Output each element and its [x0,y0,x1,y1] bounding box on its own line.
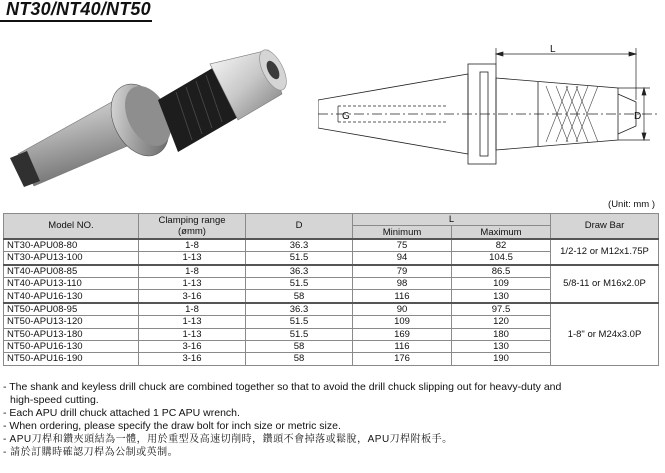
cell-l-max: 86.5 [452,265,551,278]
group-nt50 [4,303,659,365]
header-clamping-line1: Clamping range [158,214,226,226]
cell-draw-bar: 5/8-11 or M16x2.0P [551,265,659,303]
note-line: - When ordering, please specify the draw bolt for inch size or metric size. [3,420,341,432]
technical-drawing [318,44,660,184]
cell-clamping-range: 1-13 [139,252,246,265]
cell-model: NT30-APU08-80 [4,239,139,252]
header-l-maximum: Maximum [452,226,551,239]
cell-l-max: 130 [452,290,551,303]
cell-l-min: 75 [353,239,452,252]
cell-l-max: 120 [452,316,551,328]
note-line-chinese: - 請於訂購時確認刀桿為公制或英制。 [3,447,179,458]
cell-clamping-range: 3-16 [139,290,246,303]
header-model: Model NO. [4,214,139,239]
cell-clamping-range: 3-16 [139,340,246,352]
cell-l-max: 130 [452,340,551,352]
cell-l-min: 116 [353,290,452,303]
cell-model: NT50-APU13-120 [4,316,139,328]
dimension-label-d: D [634,111,642,122]
header-draw-bar: Draw Bar [551,214,659,239]
note-line: - The shank and keyless drill chuck are combined together so that to avoid the drill chuck slipping out for heavy-duty and [3,381,562,393]
cell-d: 58 [246,290,353,303]
cell-d: 51.5 [246,252,353,265]
table-row [4,265,659,278]
header-d: D [246,214,353,239]
notes-list [3,381,663,459]
cell-d: 36.3 [246,239,353,252]
cell-d: 58 [246,353,353,365]
dimension-label-l: L [550,44,556,55]
note-line: high-speed cutting. [10,394,99,406]
cell-draw-bar: 1-8" or M24x3.0P [551,303,659,365]
cell-clamping-range: 3-16 [139,353,246,365]
cell-model: NT50-APU16-190 [4,353,139,365]
cell-l-max: 109 [452,277,551,289]
cell-model: NT50-APU13-180 [4,328,139,340]
cell-l-min: 116 [353,340,452,352]
cell-l-min: 90 [353,303,452,316]
cell-l-min: 109 [353,316,452,328]
cell-l-max: 190 [452,353,551,365]
cell-l-max: 97.5 [452,303,551,316]
cell-l-min: 98 [353,277,452,289]
unit-label: (Unit: mm ) [608,199,655,210]
dimension-label-g: G [342,111,350,122]
cell-model: NT50-APU08-95 [4,303,139,316]
cell-model: NT50-APU16-130 [4,340,139,352]
cell-model: NT40-APU13-110 [4,277,139,289]
cell-clamping-range: 1-8 [139,303,246,316]
table-row [4,303,659,316]
note-line: - Each APU drill chuck attached 1 PC APU wrench. [3,407,240,419]
cell-d: 51.5 [246,316,353,328]
cell-d: 36.3 [246,265,353,278]
cell-d: 58 [246,340,353,352]
cell-d: 51.5 [246,277,353,289]
group-nt40 [4,265,659,303]
cell-clamping-range: 1-13 [139,328,246,340]
cell-l-min: 79 [353,265,452,278]
table-row [4,239,659,252]
cell-draw-bar: 1/2-12 or M12x1.75P [551,239,659,265]
cell-l-max: 104.5 [452,252,551,265]
cell-l-min: 176 [353,353,452,365]
cell-clamping-range: 1-8 [139,265,246,278]
cell-l-min: 169 [353,328,452,340]
cell-model: NT40-APU16-130 [4,290,139,303]
cell-clamping-range: 1-13 [139,277,246,289]
cell-d: 51.5 [246,328,353,340]
header-clamping-range [139,214,246,239]
cell-d: 36.3 [246,303,353,316]
cell-clamping-range: 1-8 [139,239,246,252]
page-title: NT30/NT40/NT50 [6,0,151,19]
title-underline [0,20,152,22]
cell-l-max: 82 [452,239,551,252]
spec-table [3,213,659,366]
note-line-chinese: - APU刀桿和鑽夾頭結為一體，用於重型及高速切削時，鑽頭不會掉落或鬆脫，APU刀桿附板手。 [3,434,453,445]
cell-model: NT40-APU08-85 [4,265,139,278]
cell-l-max: 180 [452,328,551,340]
cell-l-min: 94 [353,252,452,265]
header-l-minimum: Minimum [353,226,452,239]
product-photo [0,24,312,194]
group-nt30 [4,239,659,265]
header-clamping-line2: (ømm) [178,225,206,237]
header-l: L [353,214,551,226]
cell-clamping-range: 1-13 [139,316,246,328]
cell-model: NT30-APU13-100 [4,252,139,265]
